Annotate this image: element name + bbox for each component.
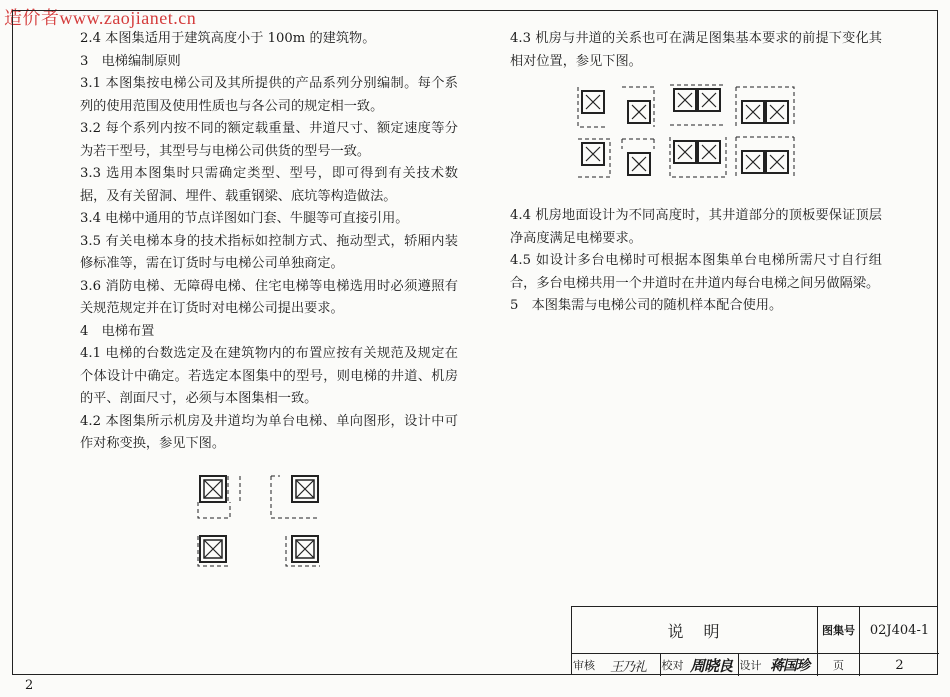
elevator-shaft-symbol xyxy=(670,137,726,177)
page-label-cell xyxy=(818,654,860,676)
elevator-shaft-symbol xyxy=(578,139,610,177)
paragraph-4-3: 4.3 机房与井道的关系也可在满足图集基本要求的前提下变化其相对位置，参见下图。 xyxy=(510,31,882,69)
heading-4: 4 电梯布置 xyxy=(80,323,155,339)
elevator-shaft-symbol xyxy=(622,87,654,127)
elevator-shaft-symbol xyxy=(736,137,794,177)
page-number-value: 2 xyxy=(895,657,904,673)
paragraph-3-2: 3.2 每个系列内按不同的额定载重量、井道尺寸、额定速度等分为若干型号，其型号与电梯公司供货的型号一致。 xyxy=(80,121,458,159)
review-signature: 王乃礼 xyxy=(609,659,646,675)
atlas-label: 图集号 xyxy=(822,624,855,637)
elevator-shaft-symbol xyxy=(240,476,320,518)
right-column xyxy=(510,28,882,318)
paragraph-4-2: 4.2 本图集所示机房及井道均为单台电梯、单向图形，设计中可作对称变换，参见下图。 xyxy=(80,413,458,451)
paragraph-3-1: 3.1 本图集按电梯公司及其所提供的产品系列分别编制。每个系列的使用范围及使用性质也与各公司的规定相一致。 xyxy=(80,76,458,114)
paragraph-3-3: 3.3 选用本图集时只需确定类型、型号，即可得到有关技术数据，及有关留洞、埋件、载重钢梁、底坑等构造做法。 xyxy=(80,166,458,204)
review-label-cell xyxy=(572,654,596,676)
doc-title: 说 明 xyxy=(667,621,722,641)
paragraph-4-5: 4.5 如设计多台电梯时可根据本图集单台电梯所需尺寸自行组合，多台电梯共用一个井道时在井道内每台电梯之间另做隔梁。 xyxy=(510,253,882,291)
review-signature-cell xyxy=(596,654,660,676)
symmetry-variant-diagram xyxy=(80,474,380,594)
elevator-shaft-symbol xyxy=(578,87,608,127)
elevator-shaft-symbol xyxy=(198,536,230,566)
check-signature: 周晓良 xyxy=(689,656,732,675)
check-label: 校对 xyxy=(661,659,684,672)
design-label: 设计 xyxy=(739,659,762,672)
title-cell xyxy=(572,607,818,654)
page-label: 页 xyxy=(833,659,844,672)
paragraph-4-4: 4.4 机房地面设计为不同高度时，其井道部分的顶板要保证顶层净高度满足电梯要求。 xyxy=(510,208,882,246)
paragraph-3-4: 3.4 电梯中通用的节点详图如门套、牛腿等可直接引用。 xyxy=(80,211,409,226)
elevator-shaft-symbol xyxy=(198,476,230,518)
atlas-number: 02J404-1 xyxy=(869,622,930,638)
paragraph-3-5: 3.5 有关电梯本身的技术指标如控制方式、拖动型式，轿厢内装修标准等，需在订货时与电梯公司单独商定。 xyxy=(80,233,458,271)
paragraph-3-6: 3.6 消防电梯、无障碍电梯、住宅电梯等电梯选用时必须遵照有关规范规定并在订货时对电梯公司提出要求。 xyxy=(80,278,458,316)
design-label-cell xyxy=(738,654,762,676)
paragraph-4-1: 4.1 电梯的台数选定及在建筑物内的布置应按有关规范及规定在个体设计中确定。若选定本图集中的型号，则电梯的井道、机房的平、剖面尺寸，必须与本图集相一致。 xyxy=(80,346,458,406)
elevator-shaft-symbol xyxy=(670,85,726,125)
watermark: 造价者www.zaojianet.cn xyxy=(4,8,197,28)
paragraph-2-4: 2.4 本图集适用于建筑高度小于 100m 的建筑物。 xyxy=(80,31,376,46)
design-signature-cell xyxy=(762,654,818,676)
paragraph-5: 5 本图集需与电梯公司的随机样本配合使用。 xyxy=(510,298,783,313)
page-number-footer: 2 xyxy=(25,678,34,693)
check-label-cell xyxy=(660,654,684,676)
atlas-number-cell xyxy=(860,607,939,654)
elevator-shaft-symbol xyxy=(736,87,794,127)
atlas-label-cell xyxy=(818,607,860,654)
elevator-shaft-symbol xyxy=(286,536,320,566)
page-number-cell xyxy=(860,654,939,676)
left-column xyxy=(80,28,458,594)
check-signature-cell xyxy=(684,654,738,676)
review-label: 审核 xyxy=(573,659,595,672)
design-signature: 蒋国珍 xyxy=(770,658,809,674)
title-block xyxy=(571,606,938,675)
relative-position-diagram xyxy=(510,79,882,197)
elevator-shaft-symbol xyxy=(622,139,654,175)
heading-3: 3 电梯编制原则 xyxy=(80,53,181,69)
